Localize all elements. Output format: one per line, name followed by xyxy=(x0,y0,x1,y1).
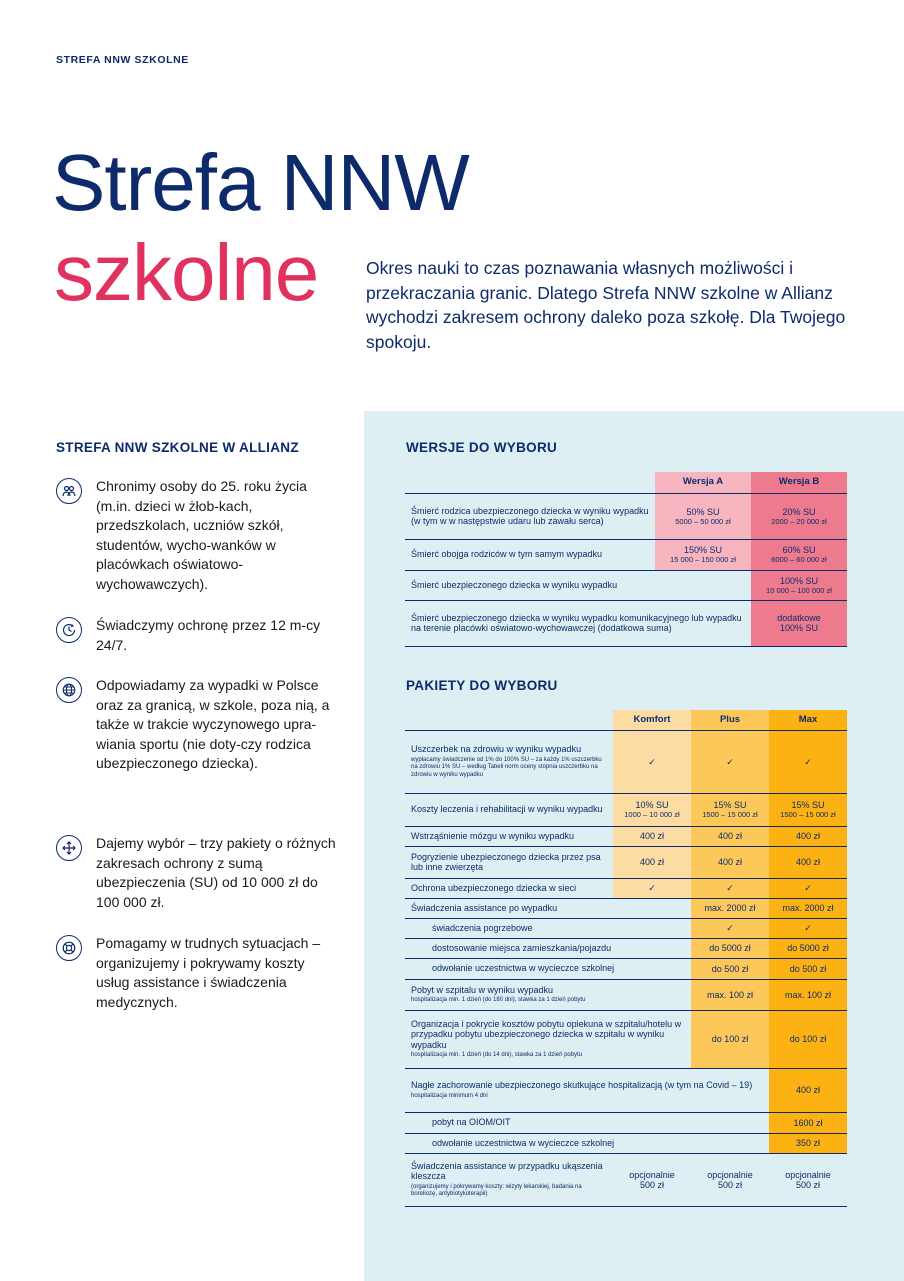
table-row xyxy=(405,938,847,958)
cell-max: max. 100 zł xyxy=(769,979,847,1010)
cell-plus: max. 2000 zł xyxy=(691,898,769,918)
cell-max: 1600 zł xyxy=(769,1112,847,1133)
table-row xyxy=(405,898,847,918)
globe-icon xyxy=(56,677,82,703)
packages-table xyxy=(405,710,847,1207)
table-row xyxy=(405,1068,847,1112)
intro-paragraph: Okres nauki to czas poznawania własnych możliwości i przekraczania granic. Dlatego Strefa NNW szkolne w Allianz wychodzi zakresem ochrony daleko poza szkołę. Dla Twojego spokoju. xyxy=(366,258,846,352)
feature-text: Dajemy wybór – trzy pakiety o różnych zakresach ochrony z sumą ubezpieczenia (SU) od 10 000 zł do 100 000 zł. xyxy=(96,835,336,910)
row-label: Ochrona ubezpieczonego dziecka w sieci xyxy=(405,878,613,898)
cell-max: 350 zł xyxy=(769,1133,847,1153)
row-label: Świadczenia assistance w przypadku ukąszenia kleszcza (organizujemy i pokrywamy koszty: wizyty lekarskiej, badania na boreliozę, antybiotykoterapii) xyxy=(405,1153,613,1206)
cell-max: do 100 zł xyxy=(769,1010,847,1068)
cell-max: max. 2000 zł xyxy=(769,898,847,918)
check-icon: ✓ xyxy=(691,918,769,938)
people-icon xyxy=(56,478,82,504)
table-row xyxy=(405,1010,847,1068)
cell-plus: opcjonalnie 500 zł xyxy=(691,1153,769,1206)
cell-komfort: opcjonalnie 500 zł xyxy=(613,1153,691,1206)
features-heading: STREFA NNW SZKOLNE W ALLIANZ xyxy=(56,440,299,455)
table-row xyxy=(405,1133,847,1153)
table-row xyxy=(405,1153,847,1206)
table-row xyxy=(405,730,847,793)
check-icon: ✓ xyxy=(769,918,847,938)
clock-icon xyxy=(56,617,82,643)
page-title-line1: Strefa NNW xyxy=(52,138,469,227)
table-row xyxy=(405,600,847,646)
col-plus: Plus xyxy=(691,710,769,730)
table-row xyxy=(405,570,847,600)
table-row xyxy=(405,918,847,938)
row-label: Śmierć rodzica ubezpieczonego dziecka w wyniku wypadku (w tym w w następstwie udaru lub zawału serca) xyxy=(405,493,655,539)
cell-plus: do 500 zł xyxy=(691,958,769,979)
feature-text: Świadczymy ochronę przez 12 m-cy 24/7. xyxy=(96,617,321,653)
table-row xyxy=(405,958,847,979)
cell-plus: do 5000 zł xyxy=(691,938,769,958)
cell-max: 15% SU 1500 – 15 000 zł xyxy=(769,793,847,826)
cell-a: 150% SU 15 000 – 150 000 zł xyxy=(655,539,751,570)
cell-max: opcjonalnie 500 zł xyxy=(769,1153,847,1206)
cell-plus: do 100 zł xyxy=(691,1010,769,1068)
feature-text: Odpowiadamy za wypadki w Polsce oraz za granicą, w szkole, poza nią, a także w trakcie wyczynowego upra-wiania sportu (nie doty-czy rodzica ubezpieczonego dziecka). xyxy=(96,677,330,772)
versions-table xyxy=(405,472,847,647)
check-icon: ✓ xyxy=(613,730,691,793)
row-label: Nagłe zachorowanie ubezpieczonego skutkujące hospitalizacją (w tym na Covid – 19) hospitalizacja minimum 4 dni xyxy=(405,1068,769,1112)
row-label: Pobyt w szpitalu w wyniku wypadku hospitalizacja min. 1 dzień (do 180 dni), stawka za 1 dzień pobytu xyxy=(405,979,691,1010)
cell-plus: 400 zł xyxy=(691,846,769,878)
packages-header-row xyxy=(405,710,847,730)
row-label: Organizacja i pokrycie kosztów pobytu opiekuna w szpitalu/hotelu w przypadku pobytu ubezpieczonego dziecka w szpitalu w wyniku wypadku hospitalizacja min. 1 dzień (do 14 dni), stawka za 1 dzień pobytu xyxy=(405,1010,691,1068)
check-icon: ✓ xyxy=(769,730,847,793)
row-label: pobyt na OIOM/OIT xyxy=(405,1112,769,1133)
packages-heading: PAKIETY DO WYBORU xyxy=(406,678,558,693)
cell-b: 100% SU 10 000 – 100 000 zł xyxy=(751,570,847,600)
cell-b: 20% SU 2000 – 20 000 zł xyxy=(751,493,847,539)
row-label: Pogryzienie ubezpieczonego dziecka przez psa lub inne zwierzęta xyxy=(405,846,613,878)
versions-header-row xyxy=(405,472,847,493)
cell-max: do 500 zł xyxy=(769,958,847,979)
cell-b: 60% SU 6000 – 60 000 zł xyxy=(751,539,847,570)
row-label: Uszczerbek na zdrowiu w wyniku wypadku wypłacamy świadczenie od 1% do 100% SU – za każdy 1% uszczerbku na zdrowiu 1% SU – według Tabeli norm oceny stopnia uszczerbku na zdrowiu w wyniku wypadku xyxy=(405,730,613,793)
table-row xyxy=(405,878,847,898)
cell-plus: max. 100 zł xyxy=(691,979,769,1010)
cell-plus: 400 zł xyxy=(691,826,769,846)
section-eyebrow: STREFA NNW SZKOLNE xyxy=(56,54,189,66)
check-icon: ✓ xyxy=(769,878,847,898)
col-wersja-b: Wersja B xyxy=(751,472,847,493)
row-label: Koszty leczenia i rehabilitacji w wyniku wypadku xyxy=(405,793,613,826)
feature-text: Chronimy osoby do 25. roku życia (m.in. dzieci w żłob-kach, przedszkolach, uczniów szkół, studentów, wycho-wanków w placówkach oświatowo-wychowawczych). xyxy=(96,478,307,592)
cell-komfort: 400 zł xyxy=(613,826,691,846)
check-icon: ✓ xyxy=(613,878,691,898)
col-wersja-a: Wersja A xyxy=(655,472,751,493)
page-title-line2: szkolne xyxy=(54,228,319,317)
table-row xyxy=(405,979,847,1010)
row-label: Śmierć obojga rodziców w tym samym wypadku xyxy=(405,539,655,570)
table-row xyxy=(405,539,847,570)
table-row xyxy=(405,1112,847,1133)
cell-max: do 5000 zł xyxy=(769,938,847,958)
row-label: Świadczenia assistance po wypadku xyxy=(405,898,691,918)
cell-komfort: 10% SU 1000 – 10 000 zł xyxy=(613,793,691,826)
row-label: odwołanie uczestnictwa w wycieczce szkolnej xyxy=(405,1133,769,1153)
col-komfort: Komfort xyxy=(613,710,691,730)
row-label: Wstrząśnienie mózgu w wyniku wypadku xyxy=(405,826,613,846)
check-icon: ✓ xyxy=(691,878,769,898)
versions-heading: WERSJE DO WYBORU xyxy=(406,440,558,455)
cell-max: 400 zł xyxy=(769,1068,847,1112)
table-row xyxy=(405,793,847,826)
table-row xyxy=(405,493,847,539)
row-label: odwołanie uczestnictwa w wycieczce szkolnej xyxy=(405,958,691,979)
table-row xyxy=(405,846,847,878)
row-label: Śmierć ubezpieczonego dziecka w wyniku wypadku xyxy=(405,570,751,600)
cell-komfort: 400 zł xyxy=(613,846,691,878)
col-max: Max xyxy=(769,710,847,730)
cell-a: 50% SU 5000 – 50 000 zł xyxy=(655,493,751,539)
row-label: Śmierć ubezpieczonego dziecka w wyniku wypadku komunikacyjnego lub wypadku na terenie placówki oświatowo-wychowawczej (dodatkowa suma) xyxy=(405,600,751,646)
table-row xyxy=(405,826,847,846)
row-label: dostosowanie miejsca zamieszkania/pojazdu xyxy=(405,938,691,958)
arrows-icon xyxy=(56,835,82,861)
cell-max: 400 zł xyxy=(769,826,847,846)
cell-max: 400 zł xyxy=(769,846,847,878)
cell-b: dodatkowe 100% SU xyxy=(751,600,847,646)
row-label: świadczenia pogrzebowe xyxy=(405,918,691,938)
check-icon: ✓ xyxy=(691,730,769,793)
lifebuoy-icon xyxy=(56,935,82,961)
feature-text: Pomagamy w trudnych sytuacjach – organizujemy i pokrywamy koszty usług assistance i świadczenia medycznych. xyxy=(96,935,321,1010)
cell-plus: 15% SU 1500 – 15 000 zł xyxy=(691,793,769,826)
